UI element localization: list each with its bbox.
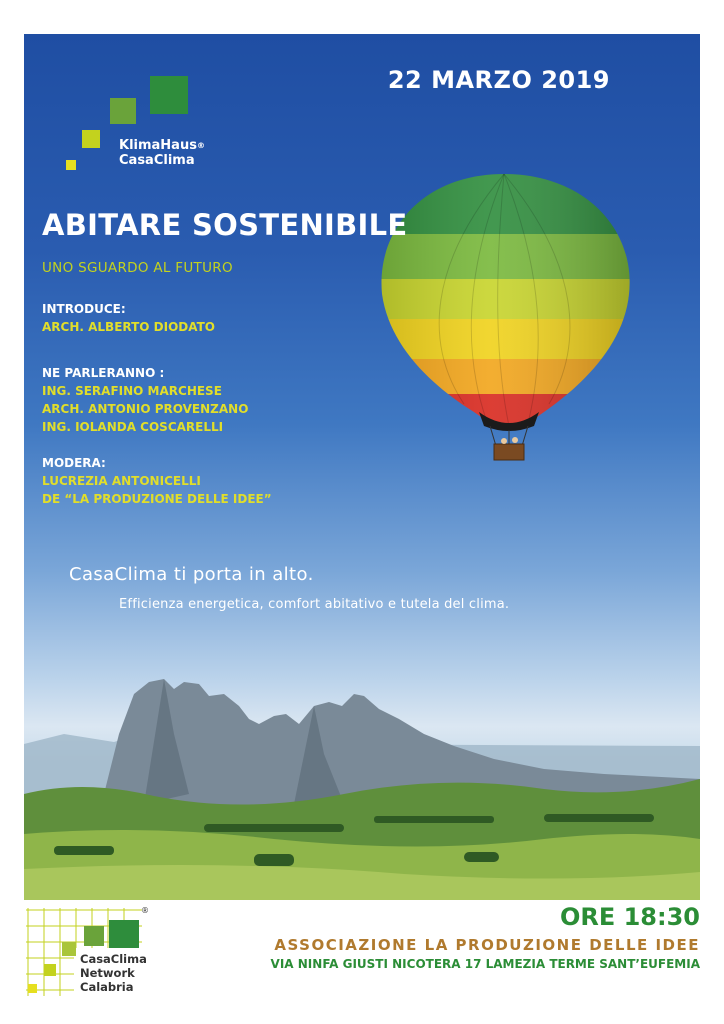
claim-headline: CasaClima ti porta in alto. xyxy=(69,564,314,585)
network-line-1: CasaClima xyxy=(80,952,147,966)
network-registered-mark: ® xyxy=(141,906,149,915)
balloon-basket xyxy=(494,444,524,460)
logo-line-2: CasaClima xyxy=(119,153,195,168)
speaker-name: ING. IOLANDA COSCARELLI xyxy=(42,420,224,434)
casaclima-network-logo xyxy=(24,906,154,998)
speaker-name: ING. SERAFINO MARCHESE xyxy=(42,384,222,398)
speakers-section xyxy=(42,364,248,436)
moderator-heading: MODERA: xyxy=(42,456,106,470)
network-wordmark xyxy=(80,952,147,994)
event-title: ABITARE SOSTENIBILE xyxy=(42,208,408,242)
moderator-name: LUCREZIA ANTONICELLI xyxy=(42,474,201,488)
poster xyxy=(24,34,700,900)
logo-square-tiny xyxy=(66,160,76,170)
speaker-name: ARCH. ANTONIO PROVENZANO xyxy=(42,402,249,416)
association-name: ASSOCIAZIONE LA PRODUZIONE DELLE IDEE xyxy=(274,936,700,954)
introduce-section xyxy=(42,300,215,336)
event-date: 22 MARZO 2019 xyxy=(387,66,610,94)
network-line-2: Network xyxy=(80,966,135,980)
claim-subline: Efficienza energetica, comfort abitativo e tutela del clima. xyxy=(119,597,510,612)
logo-square-medium xyxy=(110,98,136,124)
introduce-name: ARCH. ALBERTO DIODATO xyxy=(42,320,215,334)
logo-wordmark xyxy=(119,138,205,168)
logo-registered-mark: ® xyxy=(196,141,205,150)
event-time: ORE 18:30 xyxy=(559,903,700,931)
event-subtitle: UNO SGUARDO AL FUTURO xyxy=(42,260,233,276)
logo-square-large xyxy=(150,76,188,114)
event-address: VIA NINFA GIUSTI NICOTERA 17 LAMEZIA TERME SANT’EUFEMIA xyxy=(270,957,700,971)
introduce-heading: INTRODUCE: xyxy=(42,302,126,316)
logo-line-1: KlimaHaus xyxy=(119,138,197,153)
klimahaus-logo xyxy=(64,76,224,186)
logo-square-small xyxy=(82,130,100,148)
network-line-3: Calabria xyxy=(80,980,134,994)
moderator-affiliation: DE “LA PRODUZIONE DELLE IDEE” xyxy=(42,492,272,506)
moderator-section xyxy=(42,454,272,508)
speakers-heading: NE PARLERANNO : xyxy=(42,366,165,380)
